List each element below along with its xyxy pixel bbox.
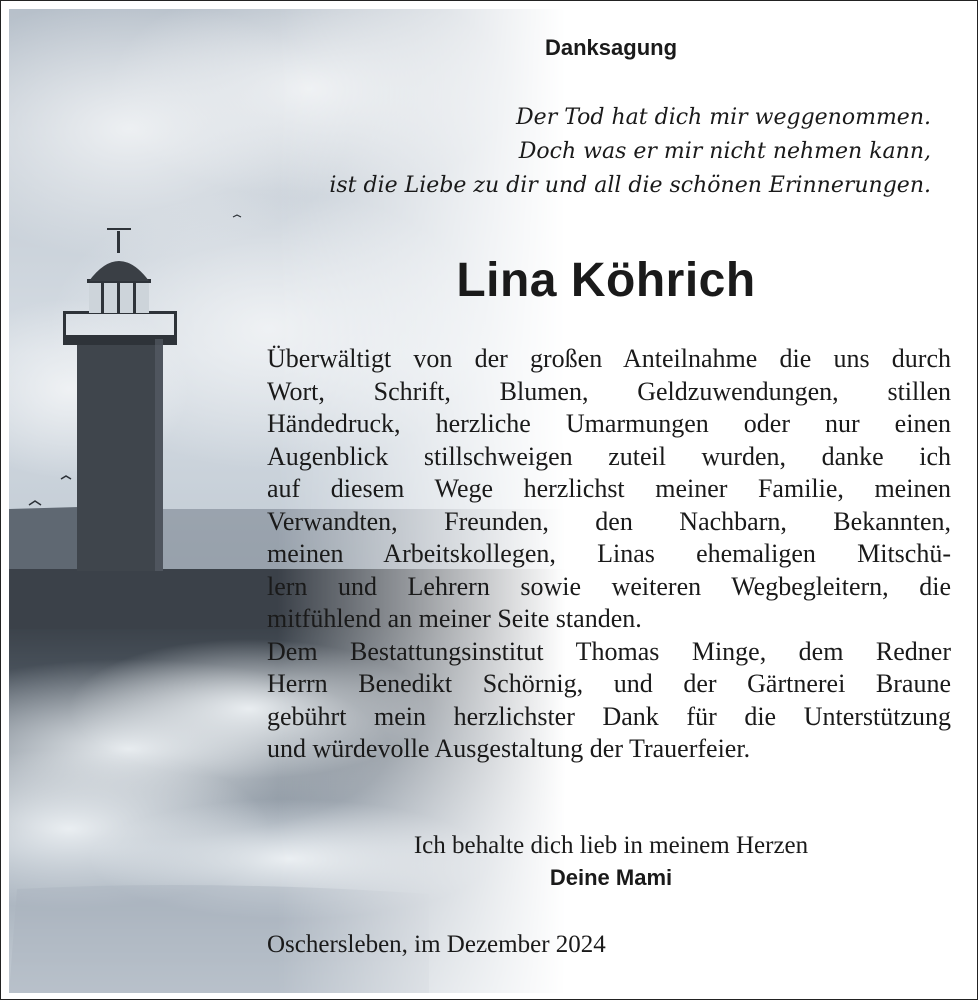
- body-line: meinen Arbeitskollegen, Linas ehemaligen Mitschü-: [267, 539, 951, 568]
- body-line: und würdevolle Ausgestaltung der Trauerfeier.: [267, 734, 751, 763]
- body-line: Überwältigt von der großen Anteilnahme die uns durch: [267, 344, 951, 373]
- body-line: Augenblick stillschweigen zuteil wurden, danke ich: [267, 441, 951, 471]
- poem: [241, 101, 931, 203]
- body-line: Dem Bestattungsinstitut Thomas Minge, dem Redner: [267, 636, 951, 666]
- notice-heading: Danksagung: [544, 35, 678, 60]
- body-line: mitfühlend an meiner Seite standen.: [267, 604, 642, 633]
- place-and-date: Oschersleben, im Dezember 2024: [267, 931, 606, 958]
- deceased-name: Lina Köhrich: [456, 254, 756, 307]
- body-line: lern und Lehrern sowie weiteren Wegbegleitern, die: [267, 571, 951, 601]
- body-line: gebührt mein herzlichster Dank für die Unterstützung: [267, 701, 951, 731]
- notice-text: [1, 1, 978, 1000]
- closing-line: Ich behalte dich lieb in meinem Herzen: [413, 832, 809, 859]
- body-line: Händedruck, herzliche Umarmungen oder nur einen: [267, 409, 951, 438]
- poem-line: Der Tod hat dich mir weggenommen.: [516, 105, 931, 130]
- poem-line: Doch was er mir nicht nehmen kann,: [518, 139, 931, 164]
- body-line: Verwandten, Freunden, den Nachbarn, Bekannten,: [267, 506, 951, 536]
- poem-line: ist die Liebe zu dir und all die schönen Erinnerungen.: [329, 173, 931, 198]
- body-line: auf diesem Wege herzlichst meiner Familie, meinen: [267, 474, 951, 503]
- thank-you-text: [267, 343, 951, 766]
- signature: Deine Mami: [549, 865, 673, 890]
- body-line: Wort, Schrift, Blumen, Geldzuwendungen, stillen: [267, 376, 951, 406]
- body-line: Herrn Benedikt Schörnig, und der Gärtnerei Braune: [267, 669, 951, 698]
